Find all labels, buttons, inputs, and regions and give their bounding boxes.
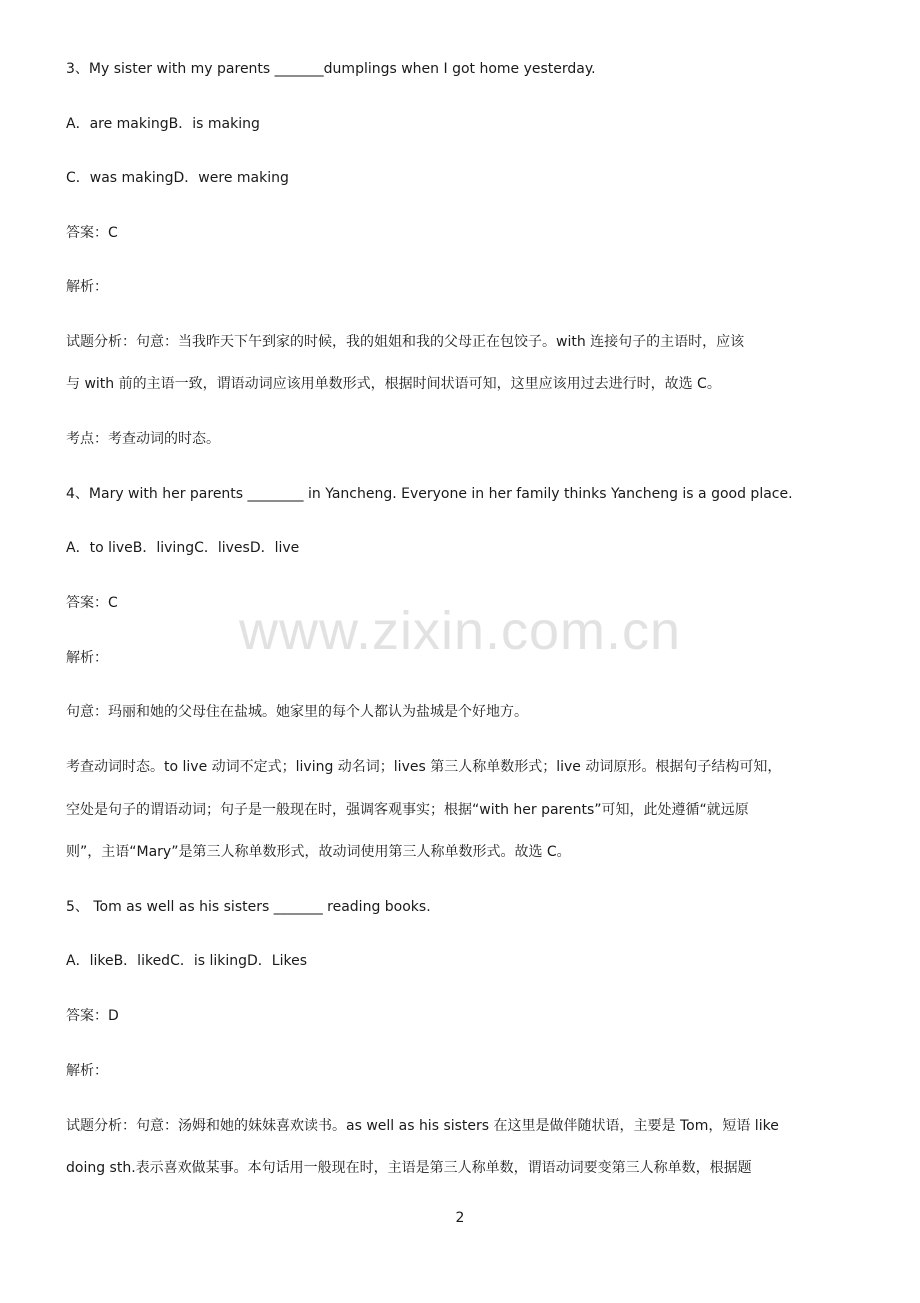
question-4-analysis-line-1: 考查动词时态。to live 动词不定式；living 动名词；lives 第三人称单数形式；live 动词原形。根据句子结构可知， [66, 759, 782, 775]
question-3-stem: 3、My sister with my parents _______dumplings when I got home yesterday. [66, 61, 596, 77]
question-5-analysis-line-1: 试题分析：句意：汤姆和她的妹妹喜欢读书。as well as his sisters 在这里是做伴随状语，主要是 Tom，短语 like [66, 1118, 779, 1134]
question-5-analysis-label: 解析： [66, 1063, 108, 1079]
watermark: www.zixin.com.cn [238, 601, 682, 661]
question-4-stem: 4、Mary with her parents ________ in Yancheng. Everyone in her family thinks Yancheng is a good place. [66, 486, 793, 502]
question-4-analysis-line-2: 空处是句子的谓语动词；句子是一般现在时，强调客观事实；根据“with her parents”可知，此处遵循“就远原 [66, 802, 749, 818]
question-3-options-ab: A．are makingB．is making [66, 116, 260, 132]
question-5-options: A．likeB．likedC．is likingD．Likes [66, 953, 308, 969]
question-4-analysis-line-3: 则”，主语“Mary”是第三人称单数形式，故动词使用第三人称单数形式。故选 C。 [66, 844, 571, 860]
question-3-analysis-line-2: 与 with 前的主语一致，谓语动词应该用单数形式，根据时间状语可知，这里应该用过去进行时，故选 C。 [66, 376, 721, 392]
question-5-answer: 答案：D [66, 1008, 119, 1024]
question-4-analysis-label: 解析： [66, 650, 108, 666]
question-3-analysis-line-1: 试题分析：句意：当我昨天下午到家的时候，我的姐姐和我的父母正在包饺子。with 连接句子的主语时，应该 [66, 334, 745, 350]
question-3-analysis-label: 解析： [66, 279, 108, 295]
page-number: 2 [455, 1210, 465, 1226]
question-3-answer: 答案：C [66, 225, 118, 241]
question-3-knowledge-point: 考点：考查动词的时态。 [66, 431, 220, 447]
question-5-stem: 5、 Tom as well as his sisters _______ reading books. [66, 899, 431, 915]
question-5-analysis-line-2: doing sth.表示喜欢做某事。本句话用一般现在时，主语是第三人称单数，谓语动词要变第三人称单数，根据题 [66, 1160, 752, 1176]
question-4-options: A．to liveB．livingC．livesD．live [66, 540, 300, 556]
question-4-translation: 句意：玛丽和她的父母住在盐城。她家里的每个人都认为盐城是个好地方。 [66, 704, 528, 720]
question-3-options-cd: C．was makingD．were making [66, 170, 289, 186]
question-4-answer: 答案：C [66, 595, 118, 611]
